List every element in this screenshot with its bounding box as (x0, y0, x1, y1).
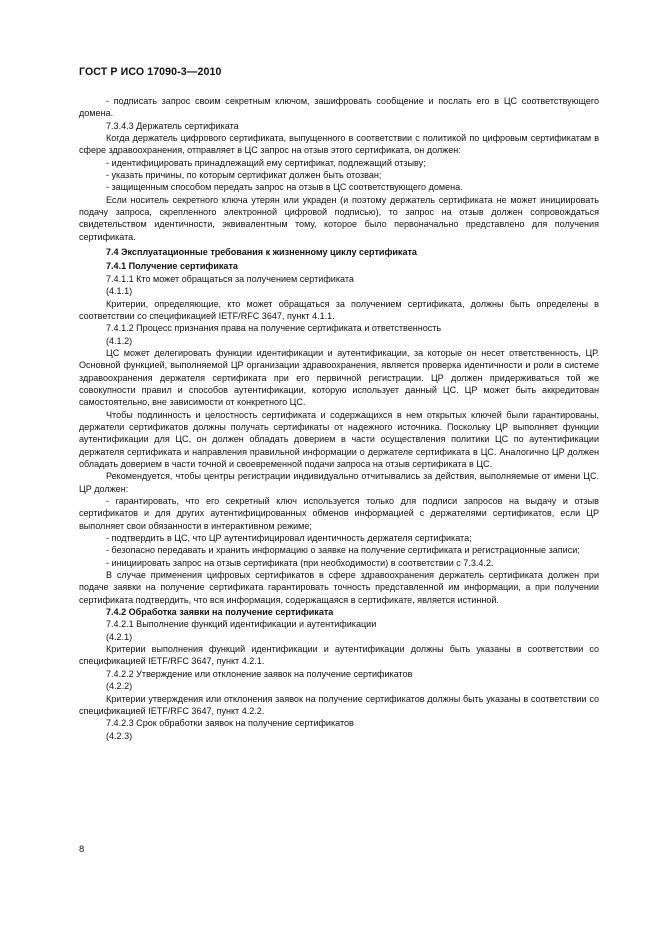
paragraph: (4.2.3) (106, 730, 133, 741)
paragraph: Критерии выполнения функций идентификации и аутентификации должны быть указаны в соответствии со спецификацией IETF/RFC 3647, пункт 4.2.1. (79, 644, 599, 667)
paragraph: (4.1.2) (106, 335, 133, 346)
paragraph: 7.4.2.1 Выполнение функций идентификации и аутентификации (106, 619, 377, 630)
paragraph: - защищенным способом передать запрос на отзыв в ЦС соответствующего домена. (106, 182, 463, 193)
paragraph: Критерии утверждения или отклонения заявок на получение сертификатов должны быть указаны в соответствии со спецификацией IETF/RFC 3647, пункт 4.2.2. (79, 693, 599, 716)
paragraph: (4.2.2) (106, 681, 133, 692)
paragraph: ЦС может делегировать функции идентификации и аутентификации, за которые он несет ответственность, ЦР. Основной функцией, выполняемой ЦР организации здравоохранения, является проверка идентичности и роли в системе здравоохранения держателя сертификата при его первичной регистрации. ЦР должен придерживаться той же совокупности правил и способов аутентификации, которую использует данный ЦС. ЦР может быть аккредитован самостоятельно, вне зависимости от конкретного ЦС. (79, 347, 599, 408)
paragraph: Если носитель секретного ключа утерян или украден (и поэтому держатель сертификата не может инициировать подачу запроса, скрепленного электронной цифровой подписью), то запрос на отзыв должен сопровождаться свидетельством идентичности, эквивалентным тому, которое было первоначально представлено для получения сертификата. (79, 194, 599, 242)
paragraph: - инициировать запрос на отзыв сертификата (при необходимости) в соответствии с 7.3.4.2. (106, 557, 494, 568)
document-header: ГОСТ Р ИСО 17090-3—2010 (79, 66, 222, 78)
paragraph: 7.3.4.3 Держатель сертификата (106, 120, 239, 131)
paragraph: - указать причины, по которым сертификат должен быть отозван; (106, 170, 382, 181)
paragraph: - безопасно передавать и хранить информацию о заявке на получение сертификата и регистрационные записи; (106, 545, 580, 556)
paragraph: - идентифицировать принадлежащий ему сертификат, подлежащий отзыву; (106, 157, 426, 168)
page-number: 8 (79, 844, 85, 855)
section-heading: 7.4 Эксплуатационные требования к жизненному циклу сертификата (106, 247, 417, 258)
subsection-heading: 7.4.2 Обработка заявки на получение сертификата (106, 607, 334, 618)
paragraph: (4.2.1) (106, 631, 133, 642)
paragraph: В случае применения цифровых сертификатов в сфере здравоохранения держатель сертификата должен при подаче заявки на получение сертификата гарантировать точность представленной им информации, а при получении сертификата подтвердить, что вся информация, содержащаяся в сертификате, является истинной. (79, 570, 599, 605)
paragraph: Критерии, определяющие, кто может обращаться за получением сертификата, должны быть определены в соответствии со спецификацией IETF/RFC 3647, пункт 4.1.1. (79, 298, 599, 321)
paragraph: Рекомендуется, чтобы центры регистрации индивидуально отчитывались за действия, выполняемые от имени ЦС. ЦР должен: (79, 471, 599, 494)
paragraph: 7.4.1.2 Процесс признания права на получение сертификата и ответственность (106, 323, 442, 334)
document-body (79, 95, 599, 742)
paragraph: Когда держатель цифрового сертификата, выпущенного в соответствии с политикой по цифровым сертификатам в сфере здравоохранения, отправляет в ЦС запрос на отзыв этого сертификата, он должен: (79, 133, 599, 156)
paragraph: Чтобы подлинность и целостность сертификата и содержащихся в нем открытых ключей были гарантированы, держатели сертификатов должны получать сертификаты от надежного источника. Поскольку ЦР выполняет функции аутентификации для ЦС, он должен обладать доверием в части осуществления политики ЦС по аутентификации держателя сертификата и направления правильной информации о держателе сертификата в ЦС. Аналогично ЦР должен обладать доверием в части точной и своевременной подачи запроса на отзыв сертификата в ЦС. (79, 409, 599, 469)
paragraph: - подтвердить в ЦС, что ЦР аутентифицировал идентичность держателя сертификата; (106, 533, 472, 544)
paragraph: 7.4.2.2 Утверждение или отклонение заявок на получение сертификатов (106, 668, 413, 679)
paragraph: (4.1.1) (106, 286, 133, 297)
paragraph: - подписать запрос своим секретным ключом, зашифровать сообщение и послать его в ЦС соответствующего домена. (79, 96, 599, 119)
paragraph: 7.4.2.3 Срок обработки заявок на получение сертификатов (106, 718, 354, 729)
paragraph: 7.4.1.1 Кто может обращаться за получением сертификата (106, 273, 354, 284)
subsection-heading: 7.4.1 Получение сертификата (106, 261, 238, 272)
paragraph: - гарантировать, что его секретный ключ используется только для подписи запросов на выдачу и отзыв сертификатов и для других аутентифицированных обменов информацией с держателями сертификатов, если ЦР выполняет свои обязанности в интерактивном режиме; (79, 496, 599, 531)
